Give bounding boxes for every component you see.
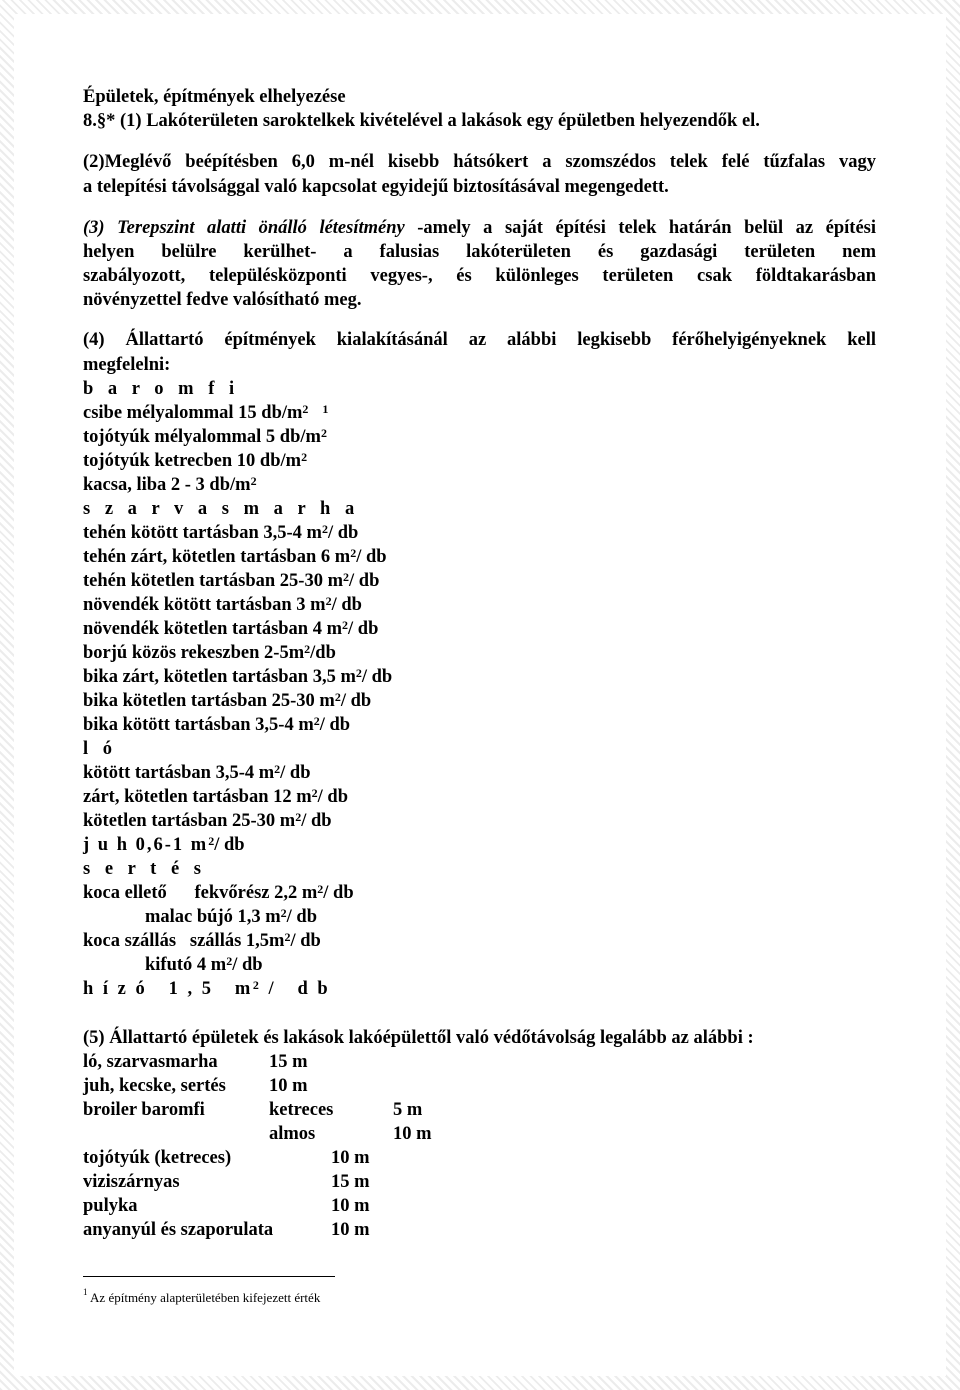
footnote-text: Az építmény alapterületében kifejezett érték [90,1290,321,1305]
section-title: Épületek, építmények elhelyezése [83,87,346,107]
footnote-divider [83,1276,335,1277]
distance-value: 10 m [331,1196,370,1216]
list-item: csibe mélyalommal 15 $db/m^2$ $^1$ [83,402,329,423]
list-item: zárt, kötetlen tartásban 12 $m^2/$ db [83,786,348,807]
distance-label: ló, szarvasmarha [83,1052,218,1072]
footnote [83,1287,321,1306]
heading-lo: l ó [83,739,118,759]
paragraph-4-line: (4) Állattartó építmények kialakításánál az alábbi legkisebb férőhelyigényeknek kell [83,330,876,350]
paragraph-5: (5) Állattartó épületek és lakások lakóépülettől való védőtávolság legalább az alábbi : [83,1028,754,1048]
list-item: kacsa, liba 2 - 3 $db/m^2$ [83,474,257,495]
list-item: h í z ó 1 , 5 $m^2$ / d b [83,978,331,999]
list-item: malac bújó 1,3 $m^2/$ db [145,906,318,927]
paragraph-3-line: szabályozott, településközponti vegyes-, és különleges területen csak földtakarásban [83,266,876,286]
list-item: bika kötetlen tartásban 25-30 $m^2/$ db [83,690,372,711]
paragraph-2-line: (2)Meglévő beépítésben 6,0 m-nél kisebb hátsókert a szomszédos telek felé tűzfalas vagy [83,152,876,172]
heading-szarvasmarha: s z a r v a s m a r h a [83,499,360,519]
paragraph-3-line: növényzettel fedve valósítható meg. [83,290,362,310]
distance-value: 10 m [393,1124,432,1144]
list-item: j u h 0,6-1 $m^2/$ db [83,834,245,855]
distance-value: 10 m [331,1148,370,1168]
footnote-mark: 1 [83,1287,88,1297]
list-item: tehén zárt, kötetlen tartásban 6 $m^2/$ db [83,546,387,567]
list-item: tehén kötetlen tartásban 25-30 $m^2/$ db [83,570,380,591]
distance-sublabel: ketreces [269,1100,334,1120]
heading-baromfi: b a r o m f i [83,379,240,399]
distance-label: pulyka [83,1196,138,1216]
distance-label: juh, kecske, sertés [83,1076,226,1096]
distance-sublabel: almos [269,1124,316,1144]
list-item: kifutó 4 $m^2/$ db [145,954,263,975]
footnote-ref: 1 [322,402,329,416]
paragraph-2-line: a telepítési távolsággal való kapcsolat egyidejű biztosításával megengedett. [83,177,669,197]
list-item: koca szállás szállás $1,5m^2/$ db [83,930,321,951]
list-item: növendék kötetlen tartásban 4 $m^2/$ db [83,618,379,639]
paragraph-4-line: megfelelni: [83,355,171,375]
list-item: növendék kötött tartásban 3 $m^2/$ db [83,594,362,615]
distance-label: anyanyúl és szaporulata [83,1220,274,1240]
list-item: tehén kötött tartásban 3,5-4 $m^2/$ db [83,522,359,543]
list-item: tojótyúk mélyalommal 5 $db/m^2$ [83,426,327,447]
paragraph-8-1: 8.§* (1) Lakóterületen saroktelkek kivételével a lakások egy épületben helyezendők el. [83,111,760,131]
list-item: bika zárt, kötetlen tartásban 3,5 $m^2/$ db [83,666,393,687]
distance-label: tojótyúk (ketreces) [83,1148,232,1168]
heading-sertes: s e r t é s [83,859,206,879]
paragraph-3-line: helyen belülre kerülhet- a falusias lakóterületen és gazdasági területen nem [83,242,876,262]
list-item: bika kötött tartásban 3,5-4 $m^2/$ db [83,714,351,735]
list-item: kötetlen tartásban 25-30 $m^2/$ db [83,810,332,831]
distance-value: 5 m [393,1100,423,1120]
distance-value: 10 m [269,1076,308,1096]
list-item: kötött tartásban 3,5-4 $m^2/$ db [83,762,311,783]
distance-value: 10 m [331,1220,370,1240]
distance-value: 15 m [331,1172,370,1192]
distance-label: broiler baromfi [83,1100,205,1120]
paragraph-3-line: (3) Terepszint alatti önálló létesítmény -amely a saját építési telek határán belül az építési [83,218,876,238]
paragraph-3-italic: (3) Terepszint alatti önálló létesítmény [83,218,405,238]
list-item: koca ellető fekvőrész 2,2 $m^2/$ db [83,882,354,903]
list-item: borjú közös rekeszben $2-5m^2/db$ [83,642,336,663]
list-item: tojótyúk ketrecben 10 $db/m^2$ [83,450,308,471]
distance-label: viziszárnyas [83,1172,180,1192]
distance-value: 15 m [269,1052,308,1072]
